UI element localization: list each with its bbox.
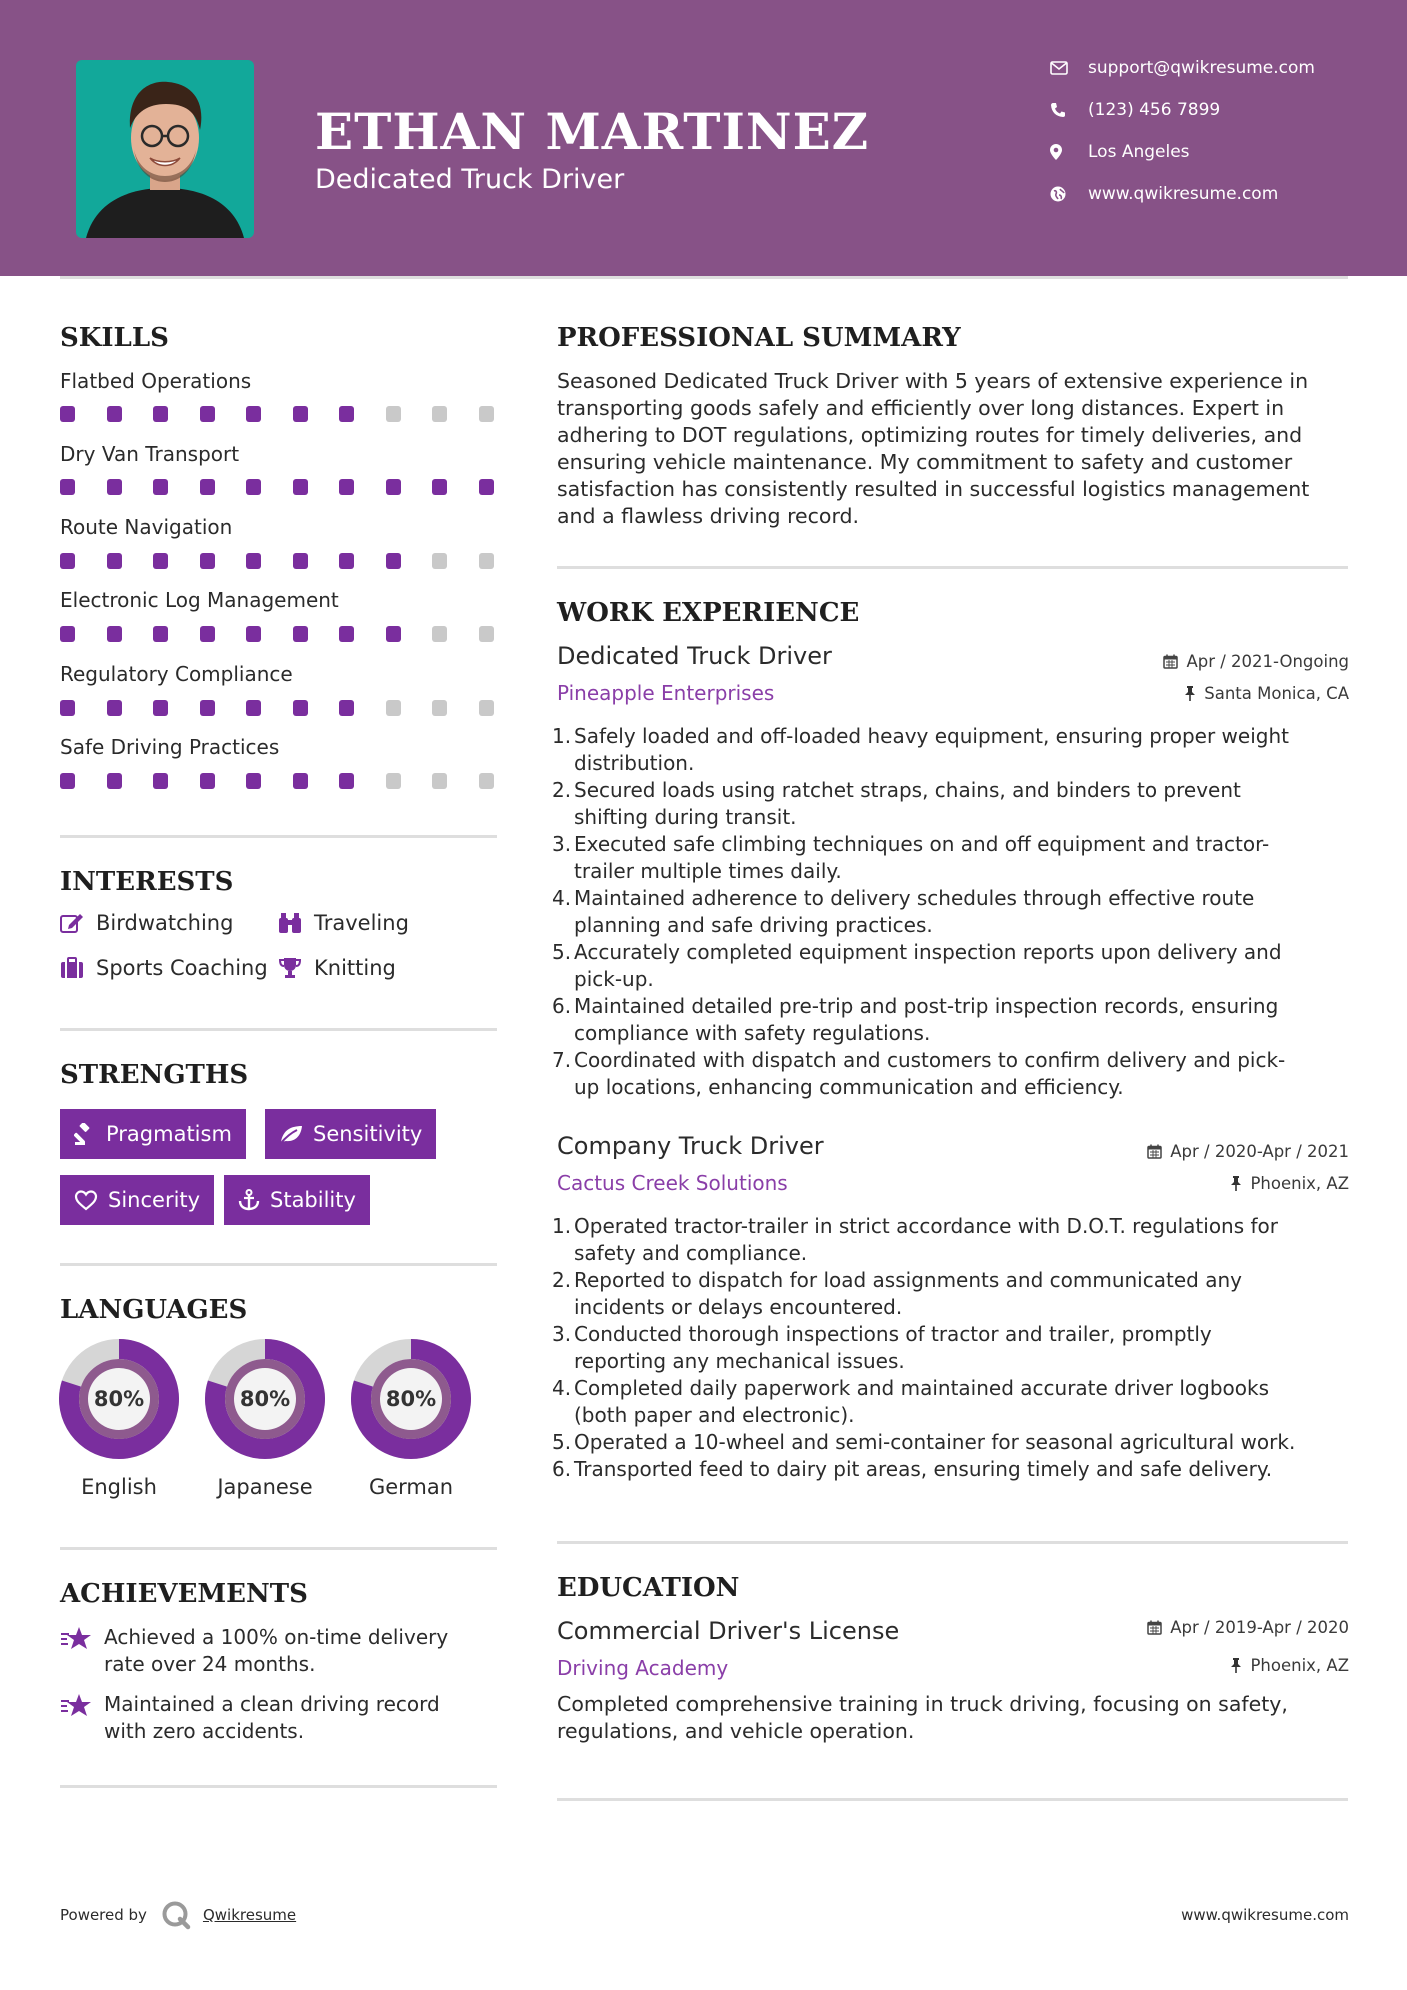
achievement-text: with zero accidents. [104, 1719, 305, 1743]
phone-icon [1050, 102, 1078, 118]
language-name: German [368, 1475, 454, 1499]
achievement-text: Achieved a 100% on-time delivery [104, 1625, 449, 1649]
education-location [1230, 1656, 1349, 1675]
pushpin-icon [1184, 686, 1196, 701]
skill-dot-filled [60, 773, 75, 789]
skill-dot-empty [386, 406, 401, 422]
skill-dot-filled [200, 553, 215, 569]
strength-badge [265, 1109, 436, 1159]
heart-icon [74, 1190, 98, 1211]
skill-dot-filled [386, 553, 401, 569]
strength-label: Pragmatism [106, 1122, 232, 1146]
skill-dot-filled [200, 773, 215, 789]
interests-heading: INTERESTS [60, 867, 234, 897]
skill-rating [60, 553, 525, 569]
section-divider [60, 1028, 497, 1031]
skill-dot-filled [246, 773, 261, 789]
header-divider [60, 276, 1348, 279]
skill-rating [60, 626, 525, 642]
binoculars-icon [278, 911, 304, 935]
calendar-icon [1147, 1620, 1162, 1635]
skill-dot-filled [246, 700, 261, 716]
list-item: 4. Completed daily paperwork and maintained accurate driver logbooks (both paper and electronic). [552, 1376, 1270, 1427]
skill-name: Electronic Log Management [60, 588, 339, 612]
skill-dot-filled [107, 406, 122, 422]
star-badge-icon [60, 1691, 104, 1745]
job-location-text: Phoenix, AZ [1250, 1174, 1349, 1193]
pushpin-icon [1230, 1658, 1242, 1673]
list-item: 4. Maintained adherence to delivery schedules through effective route planning and safe driving practices. [552, 886, 1255, 937]
candidate-name: ETHAN MARTINEZ [315, 102, 870, 161]
language-ring [350, 1338, 472, 1464]
skill-dot-filled [293, 479, 308, 495]
list-item: 3. Conducted thorough inspections of tractor and trailer, promptly reporting any mechanical issues. [552, 1322, 1212, 1373]
candidate-title: Dedicated Truck Driver [315, 164, 625, 195]
skill-dot-empty [479, 700, 494, 716]
skill-dot-empty [386, 700, 401, 716]
education-heading: EDUCATION [557, 1573, 740, 1603]
skill-dot-empty [432, 700, 447, 716]
footer-powered-by [60, 1900, 296, 1930]
skill-dot-filled [153, 553, 168, 569]
interest-label: Birdwatching [96, 911, 234, 935]
job-responsibilities [552, 723, 1332, 1101]
skill-dot-filled [293, 406, 308, 422]
skill-dot-filled [293, 700, 308, 716]
skill-name: Safe Driving Practices [60, 735, 280, 759]
skill-dot-empty [479, 626, 494, 642]
skill-dot-filled [432, 479, 447, 495]
list-item: 1. Operated tractor-trailer in strict accordance with D.O.T. regulations for safety and compliance. [552, 1214, 1279, 1265]
education-description: Completed comprehensive training in truck driving, focusing on safety, regulations, and vehicle operation. [557, 1692, 1288, 1743]
contact-email-text: support@qwikresume.com [1088, 58, 1315, 78]
skill-dot-filled [246, 553, 261, 569]
briefcase-icon [60, 956, 86, 980]
pushpin-icon [1230, 1176, 1242, 1191]
skill-dot-filled [339, 406, 354, 422]
skill-dot-filled [293, 773, 308, 789]
skill-dot-filled [60, 626, 75, 642]
language-percent: 80% [385, 1387, 437, 1411]
summary-line: transporting goods safely and efficiently over long distances. Expert in [557, 396, 1285, 420]
globe-icon [1050, 186, 1078, 202]
skill-dot-empty [432, 626, 447, 642]
skill-dot-filled [339, 479, 354, 495]
strengths-heading: STRENGTHS [60, 1060, 249, 1090]
interest-item [278, 956, 396, 980]
skill-dot-filled [153, 700, 168, 716]
skill-dot-empty [432, 553, 447, 569]
footer-website[interactable]: www.qwikresume.com [1181, 1906, 1349, 1924]
skill-dot-filled [107, 700, 122, 716]
calendar-icon [1147, 1144, 1162, 1159]
list-item: 2. Secured loads using ratchet straps, chains, and binders to prevent shifting during transit. [552, 778, 1241, 829]
leaf-icon [279, 1124, 303, 1144]
calendar-icon [1163, 654, 1178, 669]
skill-dot-filled [339, 553, 354, 569]
interest-label: Sports Coaching [96, 956, 268, 980]
star-badge-icon [60, 1624, 104, 1678]
section-divider [557, 1541, 1348, 1544]
summary-line: adhering to DOT regulations, optimizing routes for timely deliveries, and [557, 423, 1303, 447]
school-name: Driving Academy [557, 1656, 729, 1680]
list-item: 5. Accurately completed equipment inspection reports upon delivery and pick-up. [552, 940, 1282, 991]
interest-item [60, 956, 268, 980]
section-divider [60, 1263, 497, 1266]
map-pin-icon [1050, 144, 1078, 160]
degree-title: Commercial Driver's License [557, 1617, 900, 1645]
section-divider [557, 1798, 1348, 1801]
trophy-icon [278, 956, 304, 980]
section-divider [557, 566, 1348, 569]
skill-dot-empty [479, 773, 494, 789]
strength-label: Stability [270, 1188, 356, 1212]
skill-rating [60, 773, 525, 789]
contact-location-text: Los Angeles [1088, 142, 1190, 162]
section-divider [60, 1547, 497, 1550]
skill-dot-filled [246, 406, 261, 422]
summary-line: Seasoned Dedicated Truck Driver with 5 years of extensive experience in [557, 369, 1309, 393]
skill-rating [60, 479, 525, 495]
achievement-text: Maintained a clean driving record [104, 1692, 440, 1716]
qwikresume-logo-icon [161, 1900, 191, 1930]
list-item: 2. Reported to dispatch for load assignments and communicated any incidents or delays encountered. [552, 1268, 1242, 1319]
interest-item [60, 911, 233, 935]
achievement-item [60, 1691, 440, 1745]
section-divider [60, 835, 497, 838]
language-ring [204, 1338, 326, 1464]
skill-dot-filled [107, 773, 122, 789]
brand-link[interactable]: Qwikresume [202, 1906, 297, 1924]
skill-dot-empty [479, 406, 494, 422]
skill-dot-filled [153, 626, 168, 642]
language-percent: 80% [93, 1387, 145, 1411]
summary-line: satisfaction has consistently resulted in successful logistics management [557, 477, 1310, 501]
job-location [1230, 1174, 1349, 1193]
skill-dot-filled [107, 553, 122, 569]
skill-rating [60, 700, 525, 716]
skill-dot-filled [60, 553, 75, 569]
job-dates-text: Apr / 2020-Apr / 2021 [1170, 1142, 1349, 1161]
contact-phone[interactable] [1050, 100, 1220, 120]
contact-website[interactable] [1050, 184, 1278, 204]
skill-dot-empty [432, 406, 447, 422]
resume-header [0, 0, 1407, 276]
skill-name: Dry Van Transport [60, 442, 240, 466]
job-location [1184, 684, 1349, 703]
skills-heading: SKILLS [60, 323, 169, 353]
skill-dot-filled [153, 406, 168, 422]
languages-heading: LANGUAGES [60, 1295, 248, 1325]
list-item: 7. Coordinated with dispatch and customers to confirm delivery and pick- up locations, enhancing communication and efficiency. [552, 1048, 1286, 1099]
skill-name: Regulatory Compliance [60, 662, 293, 686]
language-name: Japanese [217, 1475, 313, 1499]
skill-name: Route Navigation [60, 515, 233, 539]
achievement-text: rate over 24 months. [104, 1652, 316, 1676]
skill-dot-filled [339, 626, 354, 642]
list-item: 1. Safely loaded and off-loaded heavy equipment, ensuring proper weight distribution. [552, 724, 1289, 775]
summary-line: ensuring vehicle maintenance. My commitment to safety and customer [557, 450, 1293, 474]
powered-by-text: Powered by [60, 1906, 147, 1924]
summary-heading: PROFESSIONAL SUMMARY [557, 323, 961, 353]
skill-dot-filled [293, 553, 308, 569]
skill-dot-filled [339, 773, 354, 789]
education-dates [1147, 1618, 1349, 1637]
list-item: 6. Transported feed to dairy pit areas, ensuring timely and safe delivery. [552, 1457, 1273, 1481]
skill-dot-filled [200, 700, 215, 716]
interest-label: Knitting [314, 956, 396, 980]
skill-dot-filled [386, 479, 401, 495]
profile-photo [76, 60, 254, 238]
strength-label: Sensitivity [313, 1122, 423, 1146]
experience-heading: WORK EXPERIENCE [557, 598, 860, 628]
company-name: Pineapple Enterprises [557, 681, 775, 705]
strength-badge [60, 1175, 214, 1225]
anchor-icon [238, 1189, 260, 1211]
skill-dot-filled [479, 479, 494, 495]
skill-dot-empty [432, 773, 447, 789]
job-dates [1163, 652, 1349, 671]
skill-dot-filled [60, 479, 75, 495]
skill-dot-filled [246, 626, 261, 642]
strength-badge [60, 1109, 246, 1159]
skill-dot-empty [479, 553, 494, 569]
language-percent: 80% [239, 1387, 291, 1411]
skill-dot-filled [200, 626, 215, 642]
job-title: Company Truck Driver [557, 1132, 824, 1160]
skill-dot-filled [293, 626, 308, 642]
achievement-item [60, 1624, 448, 1678]
strength-badge [224, 1175, 370, 1225]
interest-label: Traveling [314, 911, 409, 935]
job-location-text: Santa Monica, CA [1204, 684, 1349, 703]
skill-dot-empty [386, 773, 401, 789]
skill-dot-filled [386, 626, 401, 642]
skill-dot-filled [246, 479, 261, 495]
skill-dot-filled [60, 700, 75, 716]
pencil-square-icon [60, 911, 86, 935]
education-location-text: Phoenix, AZ [1250, 1656, 1349, 1675]
skill-dot-filled [107, 626, 122, 642]
interest-item [278, 911, 409, 935]
language-ring [58, 1338, 180, 1464]
skill-dot-filled [339, 700, 354, 716]
skill-dot-filled [200, 406, 215, 422]
summary-line: and a flawless driving record. [557, 504, 860, 528]
achievements-heading: ACHIEVEMENTS [60, 1579, 308, 1609]
section-divider [60, 1785, 497, 1788]
skill-dot-filled [60, 406, 75, 422]
summary-text [557, 368, 1347, 530]
list-item: 5. Operated a 10-wheel and semi-container for seasonal agricultural work. [552, 1430, 1296, 1454]
list-item: 6. Maintained detailed pre-trip and post-trip inspection records, ensuring compliance with safety regulations. [552, 994, 1279, 1045]
envelope-icon [1050, 61, 1078, 75]
company-name: Cactus Creek Solutions [557, 1171, 788, 1195]
gavel-icon [74, 1123, 96, 1145]
skill-dot-filled [200, 479, 215, 495]
job-dates-text: Apr / 2021-Ongoing [1186, 652, 1349, 671]
contact-website-text: www.qwikresume.com [1088, 184, 1279, 204]
job-responsibilities [552, 1213, 1332, 1483]
education-dates-text: Apr / 2019-Apr / 2020 [1170, 1618, 1349, 1637]
skill-name: Flatbed Operations [60, 369, 252, 393]
language-name: English [81, 1475, 157, 1499]
contact-email[interactable] [1050, 58, 1315, 78]
job-dates [1147, 1142, 1349, 1161]
list-item: 3. Executed safe climbing techniques on and off equipment and tractor- trailer multiple times daily. [552, 832, 1270, 883]
skill-rating [60, 406, 525, 422]
skill-dot-filled [153, 479, 168, 495]
skill-dot-filled [107, 479, 122, 495]
strength-label: Sincerity [108, 1188, 201, 1212]
job-title: Dedicated Truck Driver [557, 642, 832, 670]
contact-location [1050, 142, 1190, 162]
contact-phone-text: (123) 456 7899 [1088, 100, 1221, 120]
skill-dot-filled [153, 773, 168, 789]
